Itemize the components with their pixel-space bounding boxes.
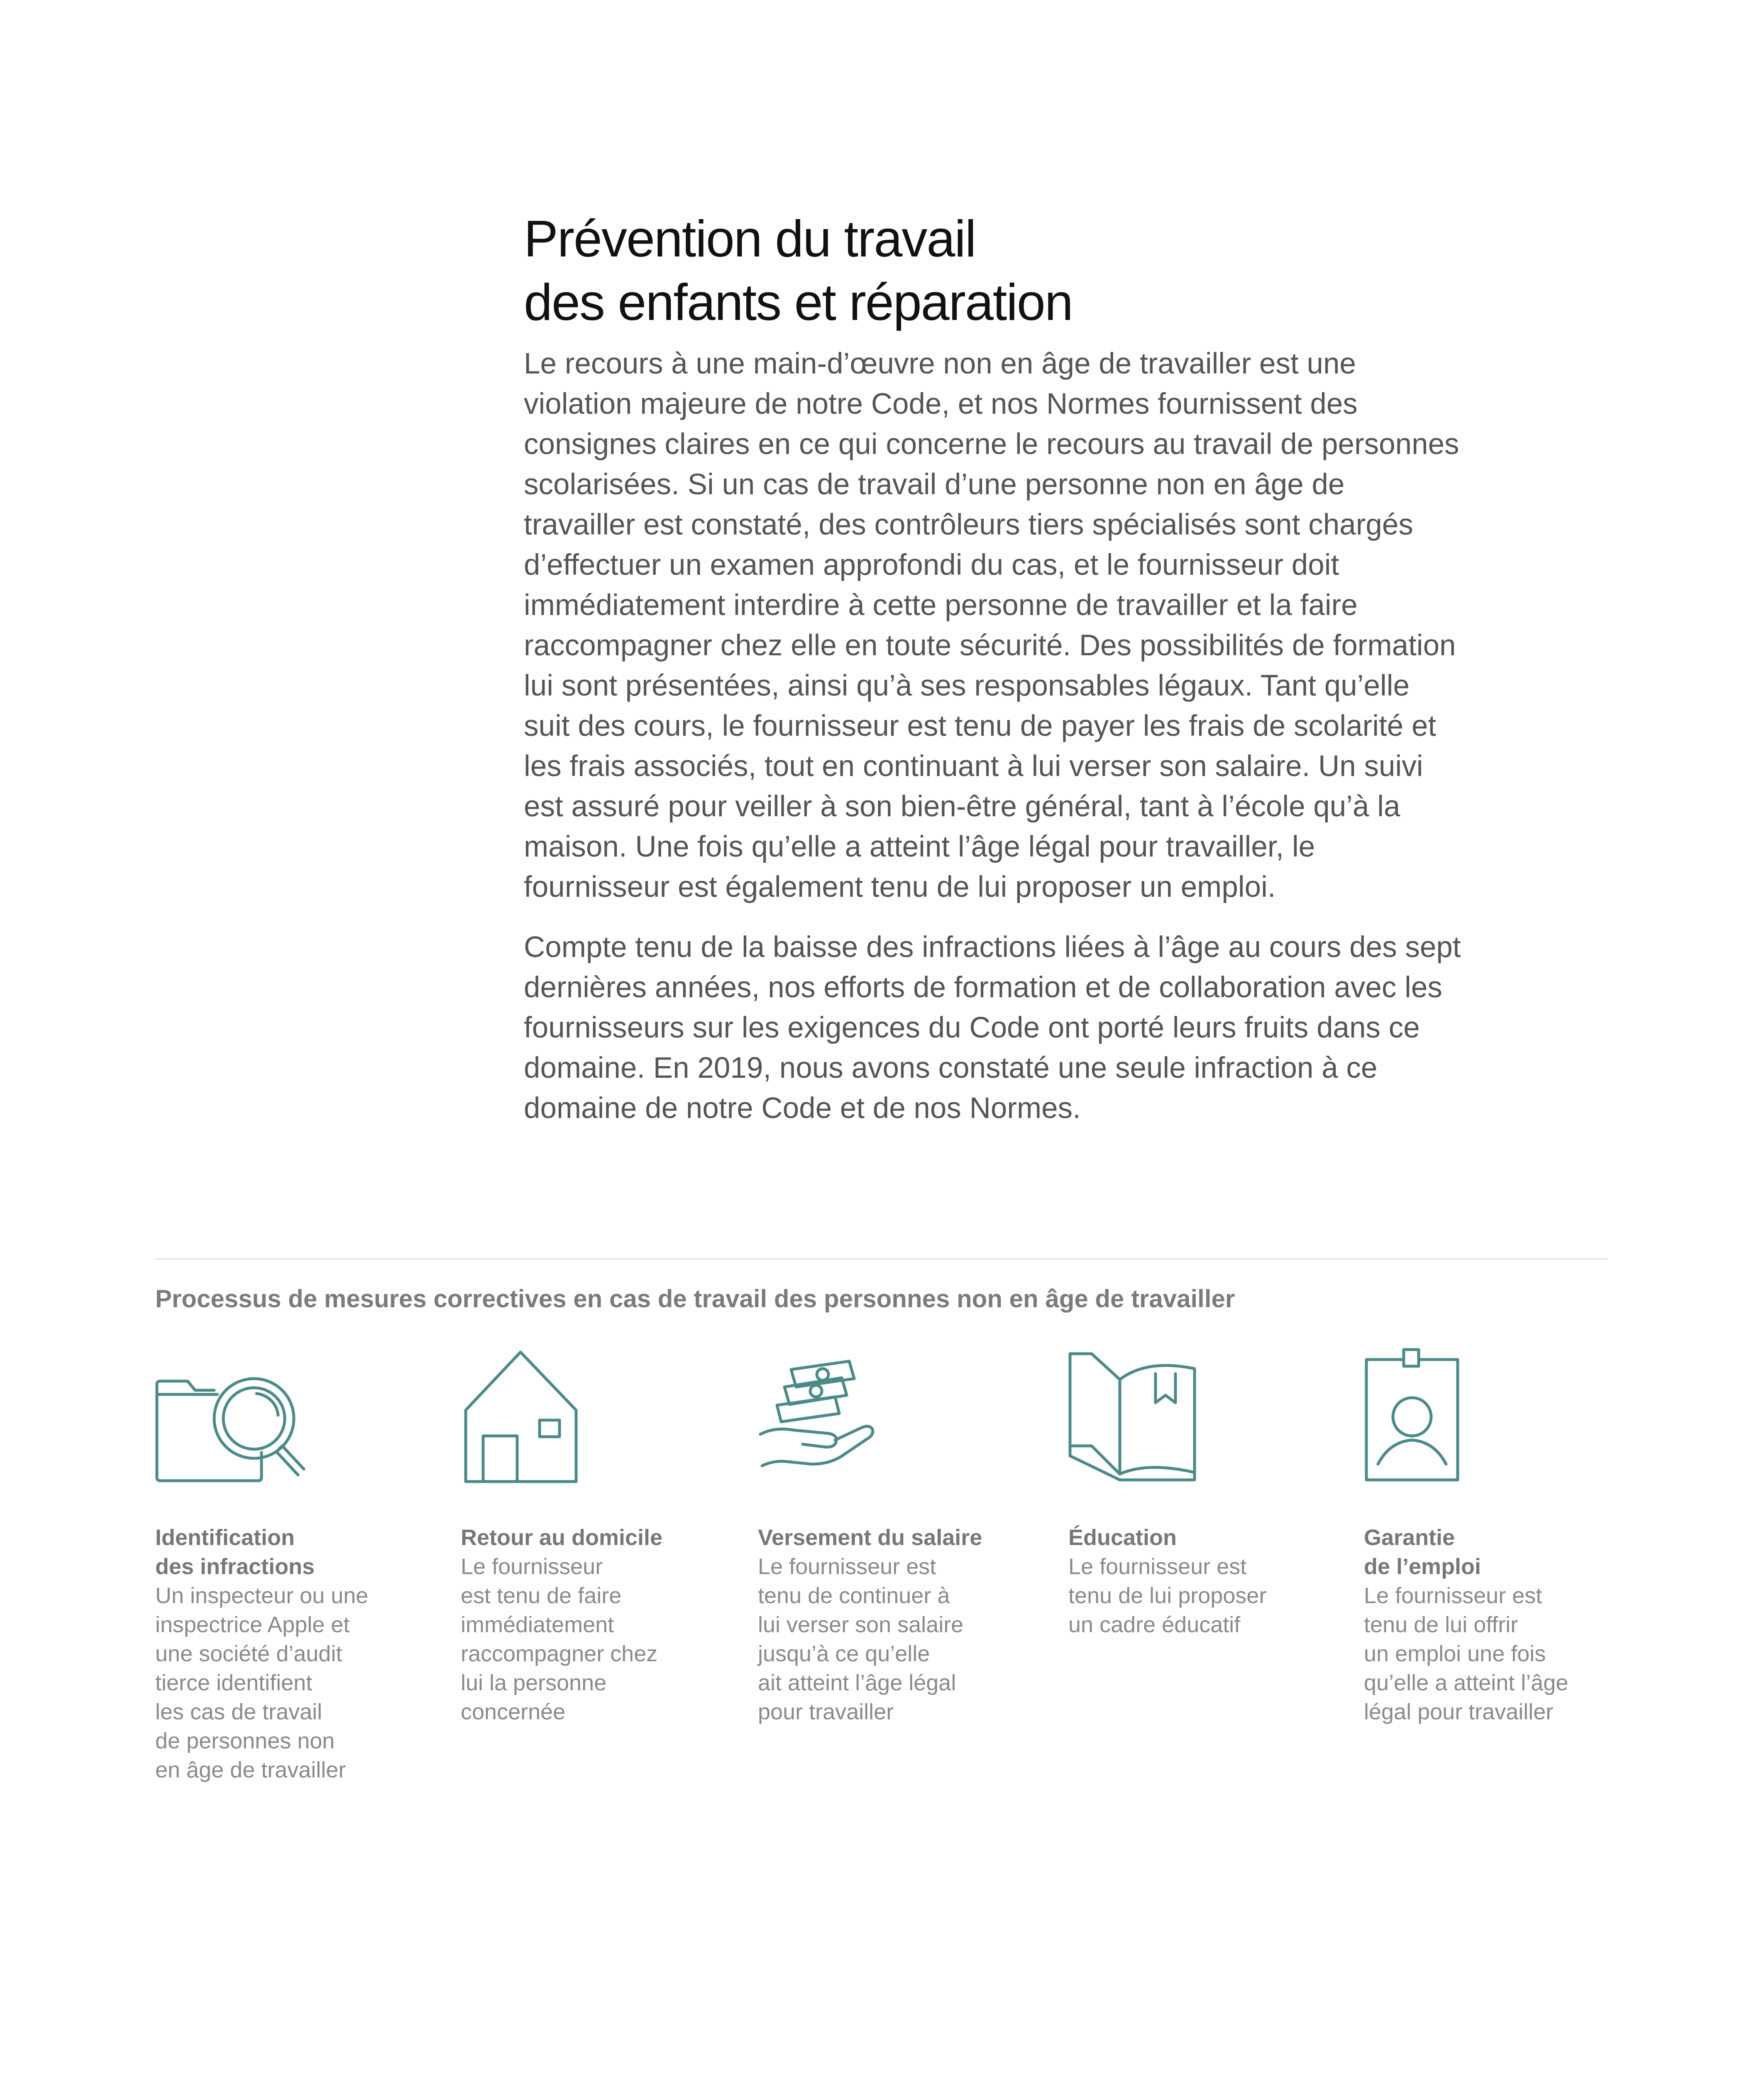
process-step-education [1068,1357,1267,1637]
step-label: Identification des infractions [155,1525,315,1579]
process-step-employment [1364,1357,1569,1724]
process-step-return-home [461,1357,663,1724]
article [524,208,1462,1128]
step-description: Le fournisseur est tenu de lui offrir un emploi une fois qu’elle a atteint l’âge légal pour travailler [1364,1583,1569,1724]
step-description: Le fournisseur est tenu de lui proposer un cadre éducatif [1068,1554,1267,1637]
process-title: Processus de mesures correctives en cas de travail des personnes non en âge de travailler [155,1285,1235,1313]
step-label: Retour au domicile [461,1525,663,1550]
section-divider [155,1258,1608,1260]
step-description: Le fournisseur est tenu de faire immédiatement raccompagner chez lui la personne concernée [461,1554,658,1724]
step-description: Le fournisseur est tenu de continuer à lui verser son salaire jusqu’à ce qu’elle ait atteint l’âge légal pour travailler [758,1554,964,1724]
id-badge-icon [1364,1357,1513,1506]
open-book-icon [1068,1357,1218,1506]
house-icon [461,1357,610,1506]
step-description: Un inspecteur ou une inspectrice Apple et une société d’audit tierce identifient les cas de travail de personnes non en âge de travailler [155,1583,369,1782]
paragraph-2: Compte tenu de la baisse des infractions liées à l’âge au cours des sept dernières années, nos efforts de formation et de collaboration avec les fournisseurs sur les exigences du Code ont porté leurs fruits dans ce domaine. En 2019, nous avons constaté une seule infraction à ce domaine de notre Code et de nos Normes. [524,931,1461,1125]
page-title [524,208,1462,334]
paragraph-1: Le recours à une main-d’œuvre non en âge de travailler est une violation majeure de notre Code, et nos Normes fournissent des consignes claires en ce qui concerne le recours au travail de personnes scolarisées. Si un cas de travail d’une personne non en âge de travailler est constaté, des contrôleurs tiers spécialisés sont chargés d’effectuer un examen approfondi du cas, et le fournisseur doit immédiatement interdire à cette personne de travailler et la faire raccompagner chez elle en toute sécurité. Des possibilités de formation lui sont présentées, ainsi qu’à ses responsables légaux. Tant qu’elle suit des cours, le fournisseur est tenu de payer les frais de scolarité et les frais associés, tout en continuant à lui verser son salaire. Un suivi est assuré pour veiller à son bien-être général, tant à l’école qu’à la maison. Une fois qu’elle a atteint l’âge légal pour travailler, le fournisseur est également tenu de lui proposer un emploi. [524,347,1459,903]
hand-money-icon [758,1357,907,1506]
step-label: Garantie de l’emploi [1364,1525,1481,1579]
process-step-identification [155,1357,369,1782]
process-step-salary [758,1357,982,1724]
title-line-1: Prévention du travail [524,210,976,268]
step-label: Éducation [1068,1525,1177,1550]
title-line-2: des enfants et réparation [524,274,1073,331]
step-label: Versement du salaire [758,1525,982,1550]
folder-magnifier-icon [155,1357,305,1506]
